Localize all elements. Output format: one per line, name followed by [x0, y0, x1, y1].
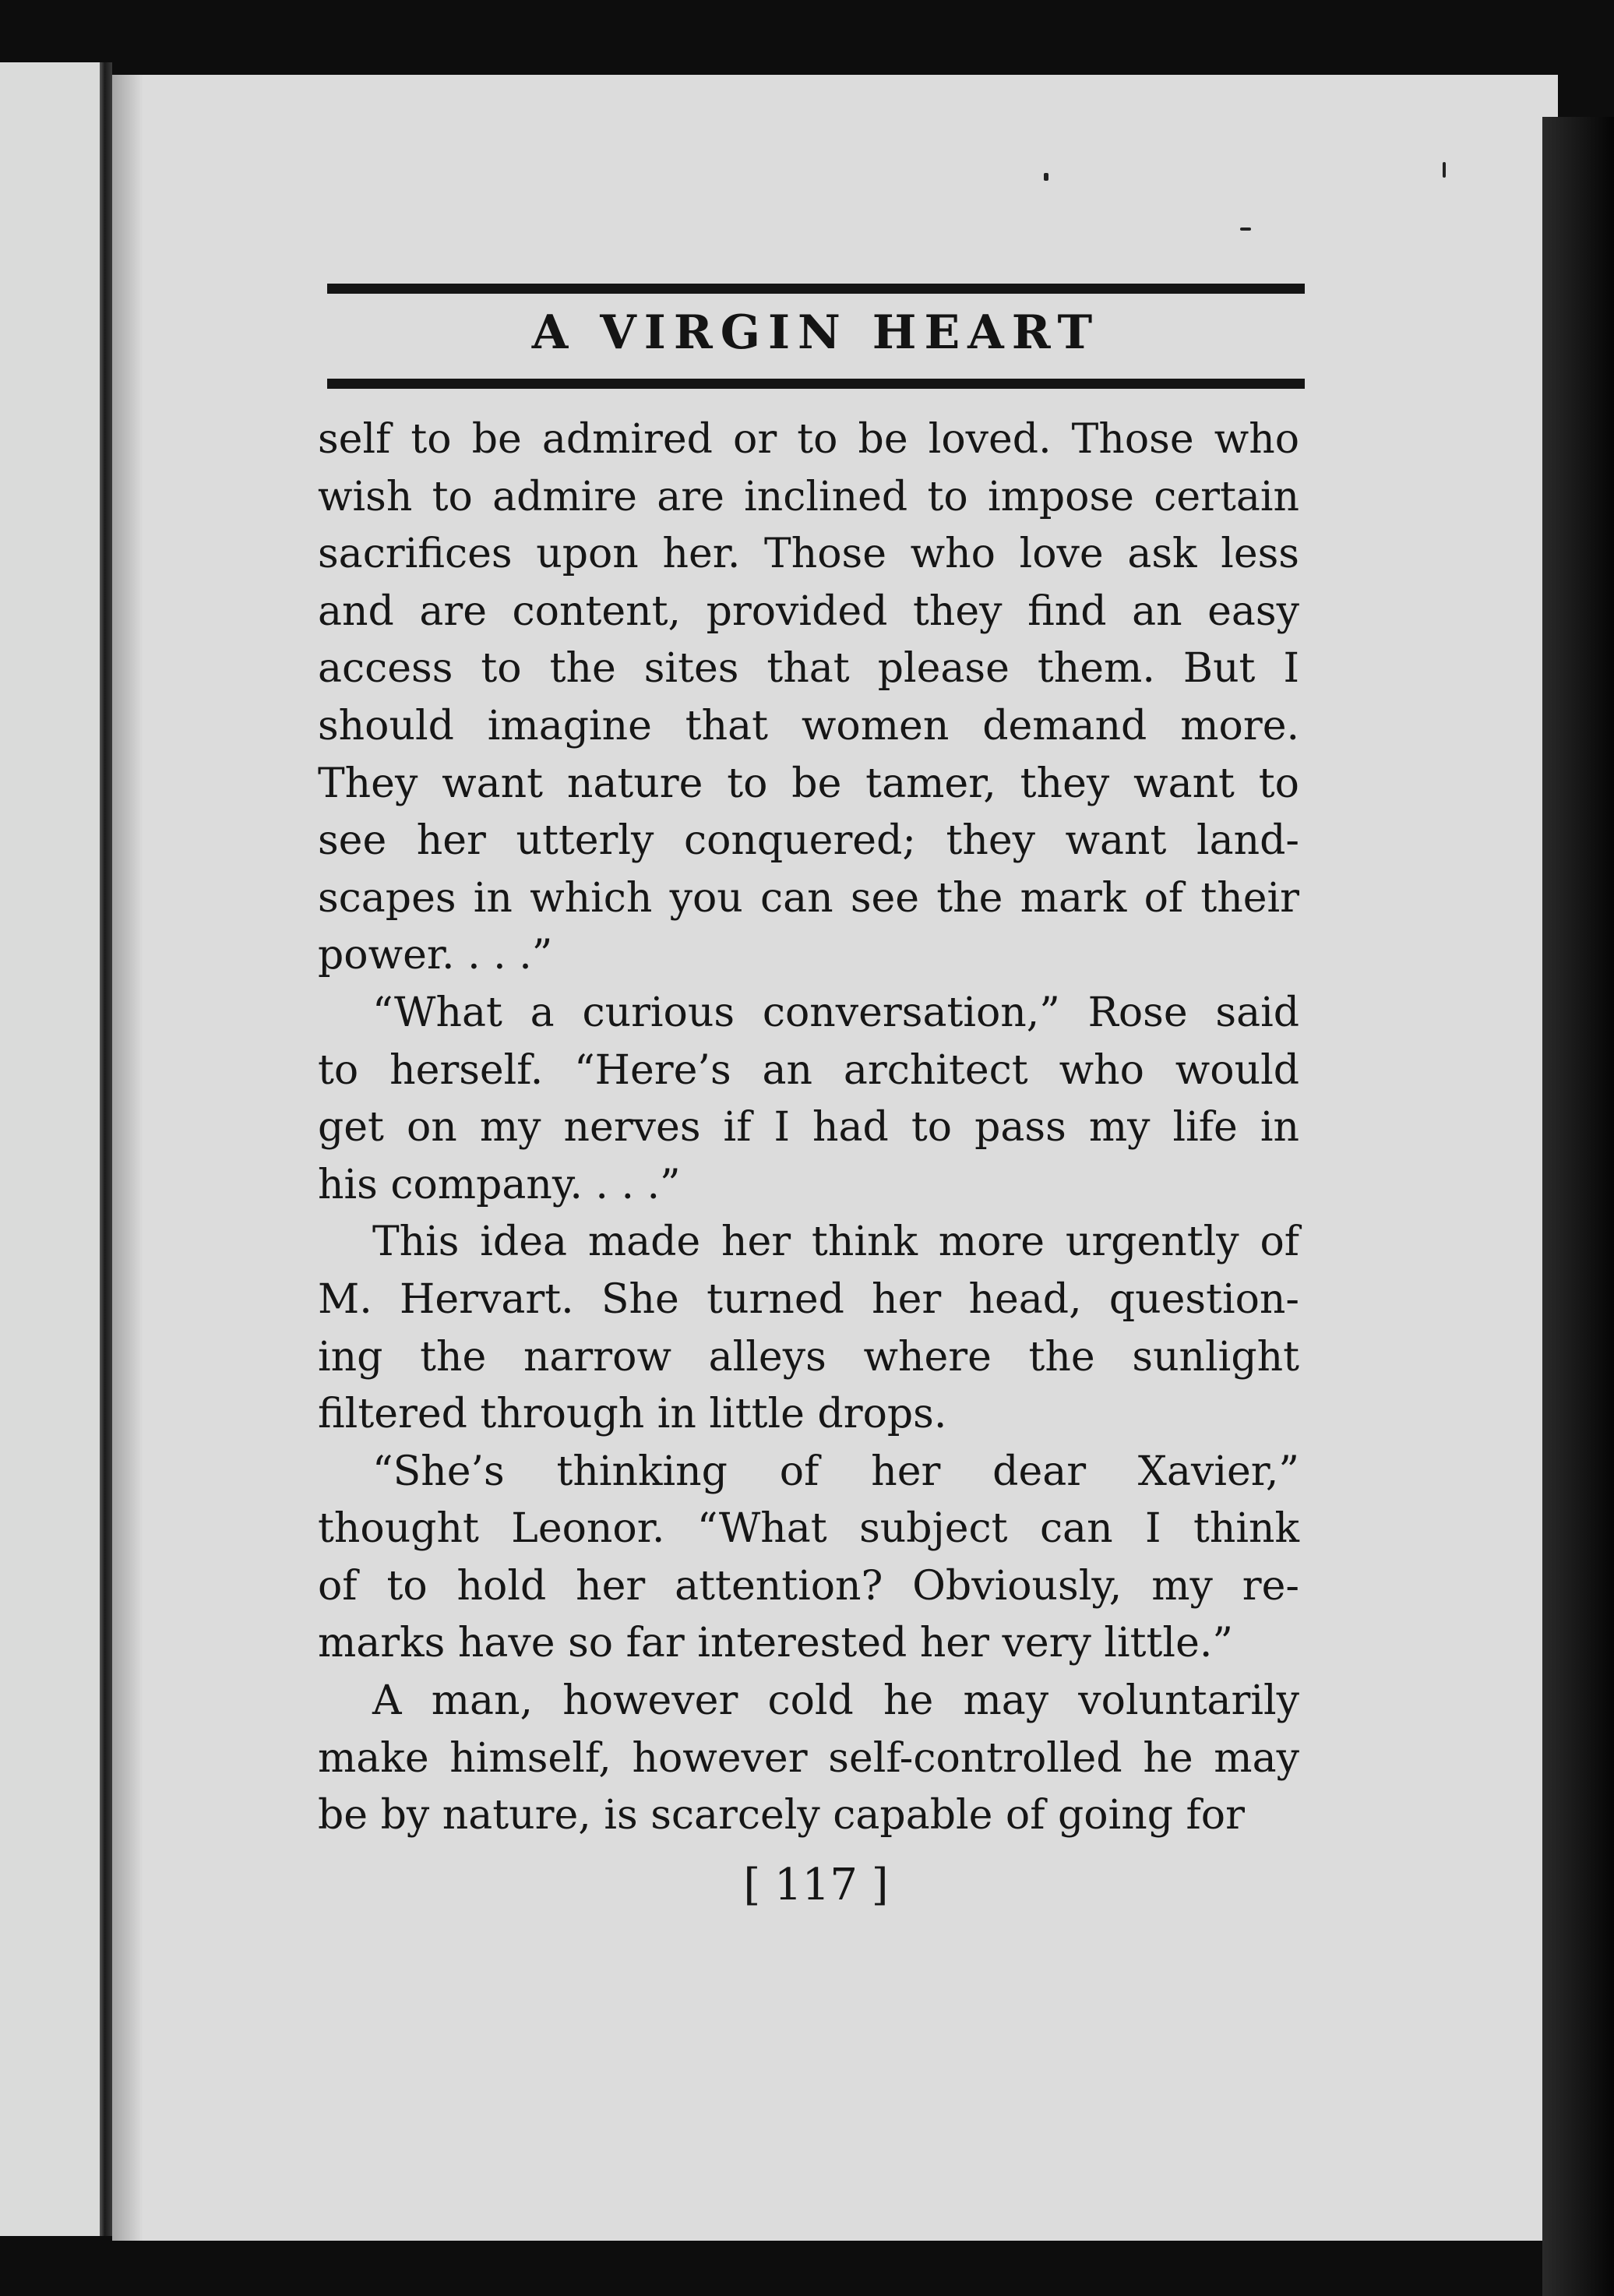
- binding-gutter: [100, 62, 112, 2236]
- text-line: M. Hervart. She turned her head, question-: [318, 1275, 1299, 1323]
- text-line: “What a curious conversation,” Rose said: [372, 989, 1299, 1036]
- text-line: marks have so far interested her very little.”: [318, 1620, 1233, 1667]
- text-line: power. . . .”: [318, 932, 553, 979]
- text-line: ing the narrow alleys where the sunlight: [318, 1333, 1299, 1381]
- text-line: wish to admire are inclined to impose certain: [318, 473, 1299, 520]
- scan-speck: [1240, 227, 1251, 231]
- text-line: get on my nerves if I had to pass my life in: [318, 1104, 1299, 1152]
- text-line: should imagine that women demand more.: [318, 702, 1299, 749]
- text-line: of to hold her attention? Obviously, my re-: [318, 1562, 1299, 1610]
- text-line: access to the sites that please them. But I: [318, 645, 1299, 693]
- text-line: to herself. “Here’s an architect who would: [318, 1046, 1299, 1094]
- page-number: [ 117 ]: [743, 1860, 889, 1910]
- text-line: scapes in which you can see the mark of their: [318, 874, 1299, 922]
- text-line: make himself, however self-controlled he may: [318, 1734, 1299, 1782]
- text-line: see her utterly conquered; they want land-: [318, 817, 1299, 865]
- text-line: thought Leonor. “What subject can I think: [318, 1505, 1299, 1553]
- text-line: filtered through in little drops.: [318, 1391, 947, 1438]
- scan-speck: [1443, 162, 1446, 178]
- text-line: They want nature to be tamer, they want to: [318, 760, 1299, 807]
- header-rule-top: [327, 284, 1305, 294]
- text-line: “She’s thinking of her dear Xavier,”: [372, 1448, 1299, 1495]
- gutter-shadow: [112, 75, 143, 2241]
- text-line: his company. . . .”: [318, 1161, 681, 1208]
- right-page-shadow: [1542, 117, 1614, 2296]
- running-head: A VIRGIN HEART: [531, 305, 1101, 360]
- text-line: and are content, provided they find an easy: [318, 587, 1299, 635]
- text-line: A man, however cold he may voluntarily: [372, 1677, 1299, 1725]
- text-line: This idea made her think more urgently of: [372, 1219, 1299, 1266]
- body-text: [318, 411, 1299, 1845]
- header-rule-bottom: [327, 379, 1305, 389]
- text-line: sacrifices upon her. Those who love ask less: [318, 531, 1299, 578]
- text-line: self to be admired or to be loved. Those who: [318, 416, 1299, 463]
- facing-page-edge: [0, 62, 109, 2236]
- scan-speck: [1044, 173, 1048, 181]
- text-line: be by nature, is scarcely capable of going for: [318, 1792, 1245, 1839]
